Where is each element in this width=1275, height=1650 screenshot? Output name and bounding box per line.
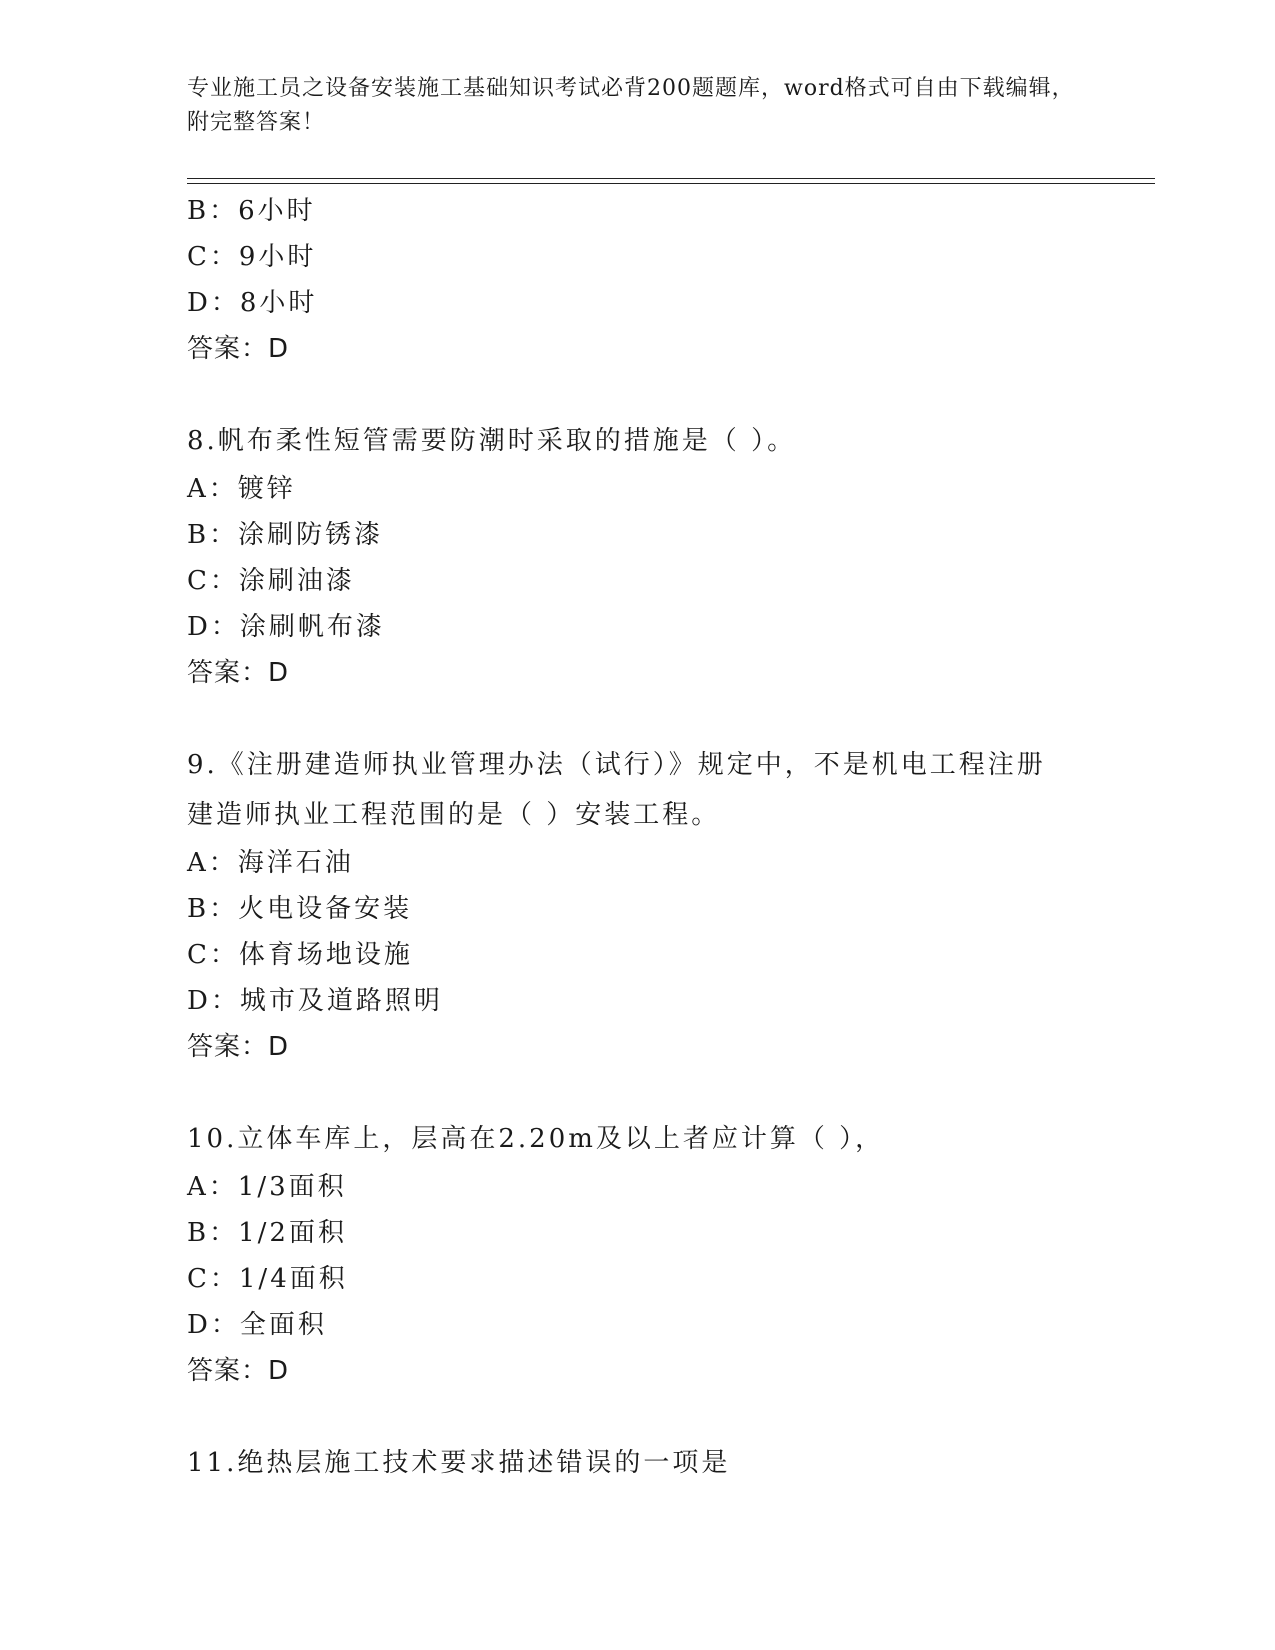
spacer <box>187 1394 1147 1438</box>
option-a: A：海洋石油 <box>187 848 354 878</box>
option-b: B：火电设备安装 <box>187 894 413 924</box>
answer-line: 答案：D <box>187 1032 290 1062</box>
question-text: 10.立体车库上，层高在2.20m及以上者应计算（ ）， <box>187 1124 885 1154</box>
spacer <box>187 372 1147 416</box>
option-d: D：涂刷帆布漆 <box>187 612 385 642</box>
spacer <box>187 696 1147 740</box>
question-9 <box>187 740 1147 1070</box>
option-d: D：城市及道路照明 <box>187 986 443 1016</box>
question-text-line-1: 9.《注册建造师执业管理办法（试行）》规定中，不是机电工程注册 <box>187 750 1046 780</box>
question-8 <box>187 416 1147 696</box>
option-c: C：1/4面积 <box>187 1264 348 1294</box>
question-text: 11.绝热层施工技术要求描述错误的一项是 <box>187 1448 731 1478</box>
question-10 <box>187 1114 1147 1394</box>
question-7-continuation <box>187 188 1147 372</box>
answer-line: 答案：D <box>187 658 290 688</box>
question-text: 8.帆布柔性短管需要防潮时采取的措施是（ ）。 <box>187 426 797 456</box>
header-divider-top <box>187 178 1155 179</box>
document-header-title: 专业施工员之设备安装施工基础知识考试必背200题题库，word格式可自由下载编辑，附完整答案！ <box>187 76 1075 135</box>
option-d: D：8小时 <box>187 288 318 318</box>
option-c: C：涂刷油漆 <box>187 566 355 596</box>
option-b: B：6小时 <box>187 196 316 226</box>
option-d: D：全面积 <box>187 1310 327 1340</box>
option-a: A：镀锌 <box>187 474 296 504</box>
option-c: C：体育场地设施 <box>187 940 413 970</box>
question-content <box>187 188 1147 1488</box>
answer-line: 答案：D <box>187 334 290 364</box>
header-divider-bottom <box>187 183 1155 184</box>
option-b: B：涂刷防锈漆 <box>187 520 384 550</box>
spacer <box>187 1070 1147 1114</box>
option-a: A：1/3面积 <box>187 1172 347 1202</box>
question-text-line-2: 建造师执业工程范围的是（ ）安装工程。 <box>187 800 721 830</box>
option-c: C：9小时 <box>187 242 317 272</box>
question-11 <box>187 1438 1147 1488</box>
option-b: B：1/2面积 <box>187 1218 347 1248</box>
answer-line: 答案：D <box>187 1356 290 1386</box>
